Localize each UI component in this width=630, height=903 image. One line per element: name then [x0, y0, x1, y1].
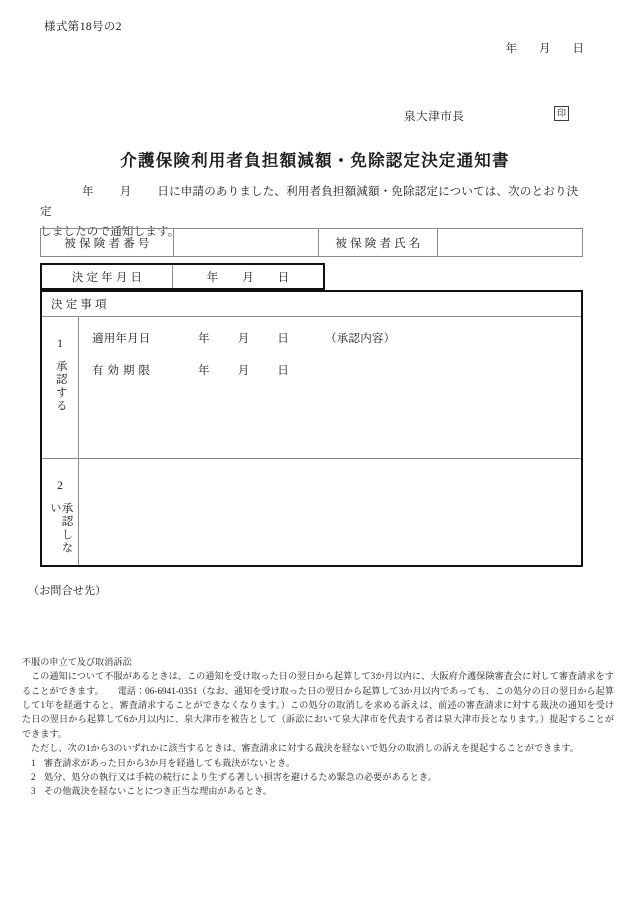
legal-item-3-text: その他裁決を経ないことにつき正当な理由があるとき。 — [44, 786, 273, 797]
insured-name-label: 被保険者氏名 — [319, 229, 438, 256]
legal-paragraph-1 — [22, 669, 614, 741]
apply-date-year: 年 — [198, 333, 210, 345]
legal-item-2 — [22, 770, 614, 784]
issuer-block — [404, 108, 584, 126]
apply-date-month: 月 — [237, 333, 250, 345]
form-number: 様式第18号の2 — [44, 21, 122, 33]
decision-date-value[interactable] — [173, 265, 323, 288]
insured-number-value[interactable] — [174, 229, 319, 256]
decision-date-month: 月 — [242, 271, 254, 284]
decision-items-table — [40, 290, 583, 567]
insured-person-table — [40, 228, 583, 257]
decision-option-deny-marker — [42, 459, 79, 565]
legal-item-3 — [22, 784, 614, 798]
decision-date-row — [40, 263, 325, 290]
valid-period-label: 有効期限 — [92, 365, 154, 377]
decision-option-deny-index: 2 — [57, 480, 63, 492]
legal-para1-a: この通知について不服があるときは、この通知を受け取った日の翌日から起算して3か月以内に、大阪府介護保険審査会に対して審査請求をすることができます。 — [22, 671, 614, 696]
contact-label: （お問合せ先） — [28, 585, 107, 597]
issue-date-year: 年 — [505, 43, 517, 55]
valid-period-month: 月 — [237, 365, 250, 377]
valid-period-year: 年 — [198, 365, 210, 377]
legal-item-1-text: 審査請求があった日から3か月を経過しても裁決がないとき。 — [44, 757, 296, 768]
valid-period-field — [92, 362, 581, 378]
valid-period-day: 日 — [277, 365, 290, 377]
legal-item-3-number: 3 — [31, 786, 36, 797]
decision-items-heading: 決定事項 — [42, 292, 581, 317]
decision-option-deny[interactable] — [42, 459, 581, 565]
approval-content-note: （承認内容） — [325, 333, 396, 345]
decision-date-day: 日 — [277, 271, 290, 284]
apply-date-field — [92, 330, 581, 346]
legal-item-2-text: 処分、処分の執行又は手続の続行により生ずる著しい損害を避けるため緊急の必要があるとき。 — [44, 771, 437, 782]
issue-date-day: 日 — [572, 43, 584, 55]
intro-rest: 日に申請のありました、利用者負担額減額・免除認定については、次のとおり決定 — [40, 186, 579, 219]
decision-option-approve[interactable] — [42, 317, 581, 459]
insured-number-label: 被保険者番号 — [41, 229, 174, 256]
legal-item-1-number: 1 — [31, 757, 36, 768]
apply-date-day: 日 — [277, 333, 290, 345]
legal-paragraph-2: ただし、次の1から3のいずれかに該当するときは、審査請求に対する裁決を経ないで処分の取消しの訴えを提起することができます。 — [31, 743, 579, 754]
decision-option-approve-label: 承認する — [54, 359, 67, 412]
page-title: 介護保険利用者負担額減額・免除認定決定通知書 — [120, 151, 510, 170]
apply-date-label: 適用年月日 — [92, 333, 151, 345]
decision-option-approve-marker — [42, 317, 79, 458]
legal-item-1 — [22, 756, 614, 770]
intro-line2: しましたので通知します。 — [40, 226, 180, 239]
decision-approve-fields — [79, 317, 581, 458]
legal-heading: 不服の申立て及び取消訴訟 — [22, 657, 132, 667]
decision-date-label: 決定年月日 — [42, 265, 173, 288]
decision-option-deny-label: 承認しない — [49, 501, 73, 554]
issue-date-month: 月 — [539, 43, 551, 55]
issuer-name: 泉大津市長 — [404, 111, 465, 123]
seal-icon: 印 — [554, 106, 569, 121]
legal-item-2-number: 2 — [31, 771, 36, 782]
intro-year: 年 — [82, 186, 94, 198]
legal-para1-b: （なお、通知を受け取った日の翌日から起算して3か月以内であっても、この処分の日の翌日から起算して1年を経過すると、審査請求することができなくなります。）この処分の取消しを求める訴えは、前述の審査請求に対する裁決の通知を受けた日の翌日から起算して6か月以内に、泉大津市を被告として（訴訟において泉大津市を代表する者は泉大津市長となります。）提起することができます。 — [22, 685, 614, 739]
decision-date-year: 年 — [206, 271, 219, 284]
decision-deny-fields[interactable] — [79, 459, 581, 565]
insured-name-value[interactable] — [438, 229, 582, 256]
decision-option-approve-index: 1 — [57, 338, 63, 350]
issue-date-line — [506, 40, 585, 56]
legal-notice — [22, 655, 614, 799]
legal-phone: 電話：06-6941-0351 — [117, 685, 198, 696]
intro-month: 月 — [119, 186, 132, 198]
